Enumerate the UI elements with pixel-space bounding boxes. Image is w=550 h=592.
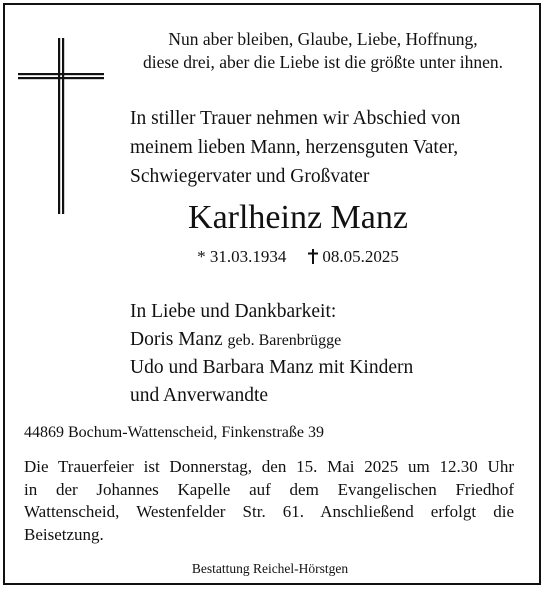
mourners-heading: In Liebe und Dankbarkeit: (130, 301, 337, 322)
life-dates (130, 246, 466, 268)
service-line: Wattenscheid, Westenfelder Str. 61. Anschließend erfolgt die (24, 502, 514, 521)
undertaker-name: Bestattung Reichel-Hörstgen (191, 561, 349, 576)
death-date: 08.05.2025 (322, 247, 399, 266)
farewell-line: Schwiegervater und Großvater (130, 166, 370, 187)
cross-icon (18, 38, 104, 214)
dagger-icon (308, 249, 318, 264)
birth-date: * 31.03.1934 (197, 247, 287, 266)
farewell-line: meinem lieben Mann, herzensguten Vater, (130, 137, 459, 158)
verse-line: Nun aber bleiben, Glaube, Liebe, Hoffnung, (168, 29, 478, 49)
mourner-line: und Anverwandte (130, 384, 269, 406)
deceased-name: Karlheinz Manz (188, 199, 408, 236)
spouse-name: Doris Manz (130, 328, 223, 350)
verse-line: diese drei, aber die Liebe ist die größte unter ihnen. (142, 52, 504, 72)
mourner-line: Udo und Barbara Manz mit Kindern (130, 357, 414, 378)
bible-verse (118, 28, 528, 74)
family-address: 44869 Bochum-Wattenscheid, Finkenstraße 39 (24, 424, 324, 441)
mourner-line (130, 326, 530, 355)
service-line: Beisetzung. (24, 524, 104, 544)
funeral-service-info (24, 456, 514, 546)
farewell-line: In stiller Trauer nehmen wir Abschied von (130, 108, 461, 129)
spouse-maiden-name: geb. Barenbrügge (227, 331, 342, 349)
service-line: in der Johannes Kapelle auf dem Evangelischen Friedhof (24, 479, 514, 499)
mourners (130, 298, 530, 409)
service-line: Die Trauerfeier ist Donnerstag, den 15. Mai 2025 um 12.30 Uhr (24, 457, 514, 476)
farewell-text (130, 104, 530, 191)
